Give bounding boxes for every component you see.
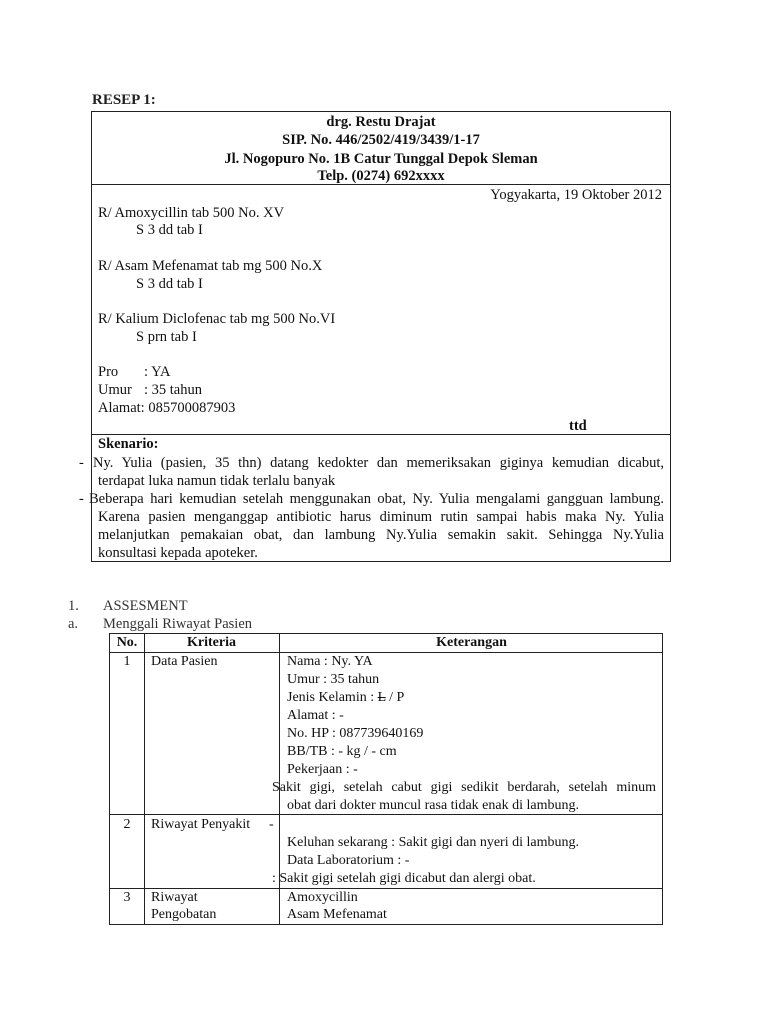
row1-nama: Nama : Ny. YA xyxy=(287,654,373,669)
row-divider-1 xyxy=(110,814,662,815)
scenario-p1-line2: terdapat luka namun tidak terlalu banyak xyxy=(98,473,336,489)
row2-keluhan-sekarang: Keluhan sekarang : Sakit gigi dan nyeri di lambung. xyxy=(287,835,579,850)
subsection-title: Menggali Riwayat Pasien xyxy=(103,616,253,632)
row2-riwayat: : Sakit gigi setelah gigi dicabut dan alergi obat. xyxy=(272,871,536,886)
umur-label: Umur xyxy=(98,382,132,398)
scenario-p1-line1: Ny. Yulia (pasien, 35 thn) datang kedokter dan memeriksakan giginya kemudian dicabut, xyxy=(93,455,664,471)
row1-kriteria: Data Pasien xyxy=(151,654,218,669)
row3-kriteria-line1: Riwayat xyxy=(151,890,198,905)
scenario-p2-line1: Beberapa hari kemudian setelah menggunakan obat, Ny. Yulia mengalami gangguan lambung. xyxy=(89,491,664,507)
row3-no: 3 xyxy=(123,890,131,905)
sig-line-2: S 3 dd tab I xyxy=(136,276,203,292)
umur-value: : 35 tahun xyxy=(144,382,202,398)
header-row-divider xyxy=(110,652,662,653)
drug-line-1: R/ Amoxycillin tab 500 No. XV xyxy=(98,205,285,221)
row2-dash: - xyxy=(269,817,274,832)
jk-label: Jenis Kelamin : xyxy=(287,690,378,705)
doctor-sip: SIP. No. 446/2502/419/3439/1-17 xyxy=(282,132,480,148)
row1-no: 1 xyxy=(123,654,131,669)
table-header-no: No. xyxy=(116,635,138,650)
sig-line-1: S 3 dd tab I xyxy=(136,222,203,238)
signature-ttd: ttd xyxy=(569,418,587,434)
row1-jenis-kelamin xyxy=(287,690,404,706)
scenario-p2-line3: melanjutkan pemakaian obat, dan lambung Ny.Yulia semakin sakit. Sehingga Ny.Yulia xyxy=(98,527,664,543)
subsection-letter: a. xyxy=(68,616,79,632)
row1-umur: Umur : 35 tahun xyxy=(287,672,380,687)
row1-bbtb: BB/TB : - kg / - cm xyxy=(287,744,397,759)
doctor-address: Jl. Nogopuro No. 1B Catur Tunggal Depok Sleman xyxy=(224,151,538,167)
jk-rest: / P xyxy=(385,690,405,705)
column-divider-1 xyxy=(144,634,145,924)
scenario-title: Skenario: xyxy=(98,436,159,452)
table-header-keterangan: Keterangan xyxy=(436,635,507,650)
row3-kriteria-line2: Pengobatan xyxy=(151,907,217,922)
row2-no: 2 xyxy=(123,817,131,832)
scenario-p2-line2: Karena pasien menganggap antibiotic harus diminum rutin sampai habis maka Ny. Yulia xyxy=(98,509,664,525)
sig-line-3: S prn tab I xyxy=(136,329,197,345)
scenario-p2-line4: konsultasi kepada apoteker. xyxy=(98,545,258,561)
row1-keluhan-line2: obat dari dokter muncul rasa tidak enak di lambung. xyxy=(287,798,579,813)
pro-value: : YA xyxy=(144,364,171,380)
alamat-line: Alamat: 085700087903 xyxy=(98,400,236,416)
header-divider xyxy=(92,184,670,185)
table-header-kriteria: Kriteria xyxy=(187,635,236,650)
row1-alamat: Alamat : - xyxy=(287,708,344,723)
scenario-divider xyxy=(92,434,670,435)
prescription-box xyxy=(79,111,671,562)
row2-kriteria: Riwayat Penyakit xyxy=(151,817,251,832)
drug-line-2: R/ Asam Mefenamat tab mg 500 No.X xyxy=(98,258,323,274)
scenario-bullet-1: - xyxy=(79,455,84,471)
row1-hp: No. HP : 087739640169 xyxy=(287,726,424,741)
row3-obat-2: Asam Mefenamat xyxy=(287,907,387,922)
section-title: ASSESMENT xyxy=(103,598,188,614)
row2-data-lab: Data Laboratorium : - xyxy=(287,853,410,868)
row3-obat-1: Amoxycillin xyxy=(287,890,358,905)
section-number: 1. xyxy=(68,598,79,614)
pro-label: Pro xyxy=(98,364,119,380)
resep-title: RESEP 1: xyxy=(92,92,156,108)
row1-pekerjaan: Pekerjaan : - xyxy=(287,762,358,777)
scenario-bullet-2: - xyxy=(79,491,84,507)
jk-l-struck: L xyxy=(377,690,386,705)
doctor-phone: Telp. (0274) 692xxxx xyxy=(317,168,445,184)
row-divider-2 xyxy=(110,888,662,889)
row1-keluhan-line1: Sakit gigi, setelah cabut gigi sedikit berdarah, setelah minum xyxy=(272,780,656,795)
doctor-name: drg. Restu Drajat xyxy=(326,114,436,130)
drug-line-3: R/ Kalium Diclofenac tab mg 500 No.VI xyxy=(98,311,336,327)
assessment-table xyxy=(109,633,663,925)
prescription-date: Yogyakarta, 19 Oktober 2012 xyxy=(490,187,662,203)
